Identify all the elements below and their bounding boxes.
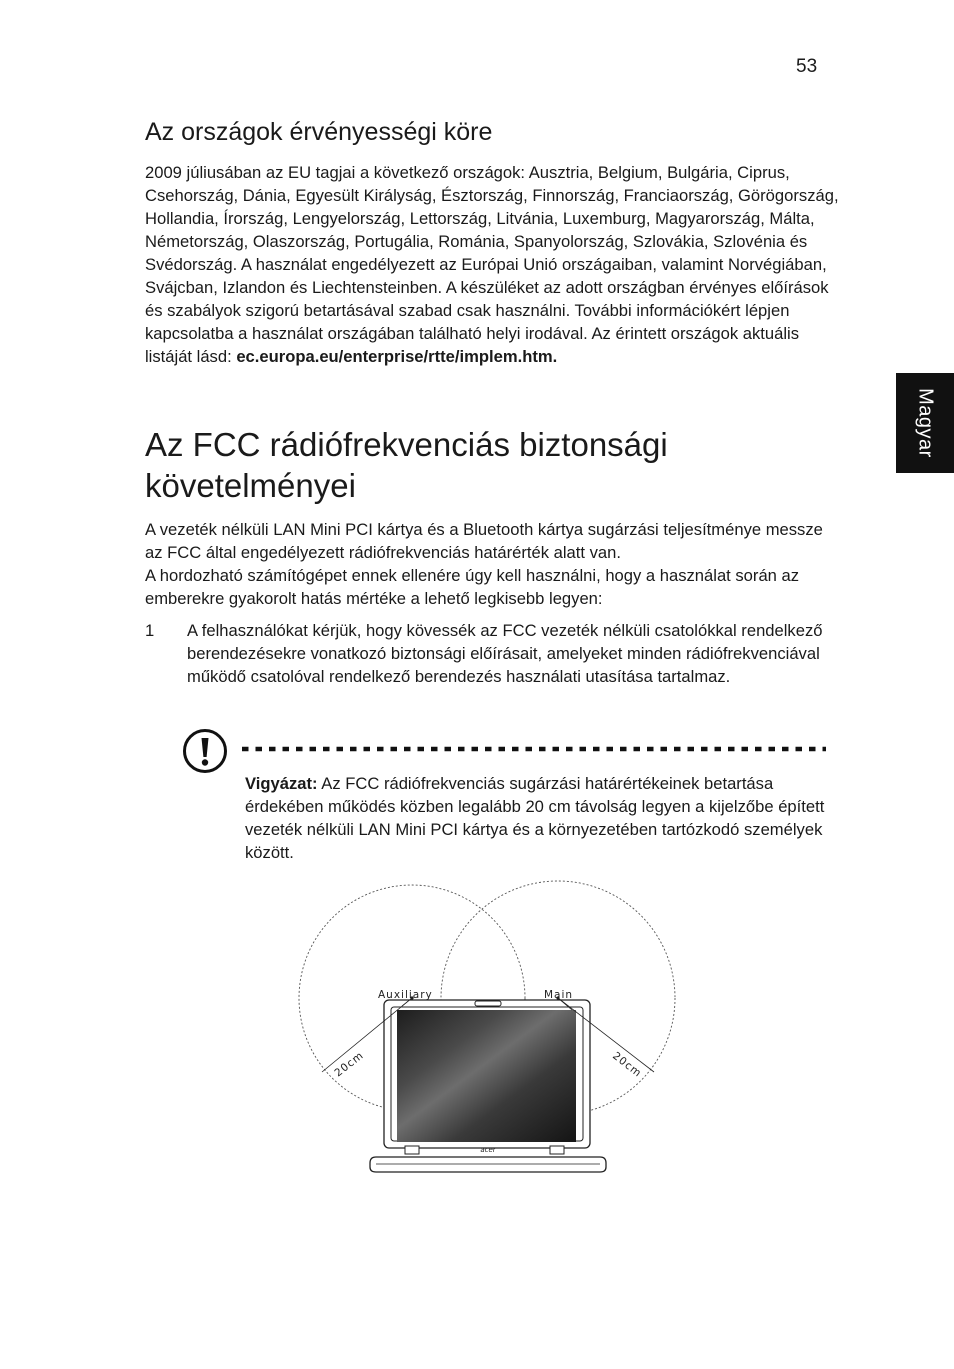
caution-note <box>245 772 825 864</box>
section-heading-country-scope: Az országok érvényességi köre <box>145 118 493 146</box>
country-scope-text: 2009 júliusában az EU tagjai a következő országok: Ausztria, Belgium, Bulgária, Ciprus, Csehország, Dánia, Egyesült Királyság, Észtország, Finnország, Franciaország, Görögország, Hollandia, Írország, Lengyelország, Lettország, Litvánia, Luxemburg, Magyarország, Málta, Németország, Olaszország, Portugália, Románia, Spanyolország, Szlovákia, Szlovénia és Svédország. A használat engedélyezett az Európai Unió országaiban, valamint Norvégiában, Svájcban, Izlandon és Liechtensteinben. A készüléket az adott országban érvényes előírások és szabályok szigorú betartásával szabad csak használni. További információkért lépjen kapcsolatba a használat országában található helyi irodával. Az érintett országok aktuális listáját lásd: <box>145 163 839 366</box>
caution-divider <box>240 745 830 753</box>
laptop-screen <box>397 1010 576 1142</box>
distance-label-right: 20cm <box>610 1049 644 1080</box>
caution-label: Vigyázat: <box>245 774 318 793</box>
lid-latch <box>475 1001 501 1006</box>
distance-label-left: 20cm <box>332 1049 367 1080</box>
page-number: 53 <box>796 56 818 77</box>
list-item-text: A felhasználókat kérjük, hogy kövessék az FCC vezeték nélküli csatolókkal rendelkező berendezésekre vonatkozó biztonsági előírásait, amelyeket minden rádiófrekvenciával működő csatolóval rendelkező berendezés használati utasítása tartalmaz. <box>187 621 823 686</box>
laptop-base <box>370 1157 606 1172</box>
caution-icon <box>182 728 228 774</box>
fcc-intro-paragraph <box>145 518 845 610</box>
main-label: Main <box>544 989 574 1001</box>
fcc-intro-line2: A hordozható számítógépet ennek ellenére úgy kell használni, hogy a használat során az emberekre gyakorolt hatás mértéke a lehető legkisebb legyen: <box>145 566 800 608</box>
list-item-number: 1 <box>145 621 155 640</box>
caution-text: Az FCC rádiófrekvenciás sugárzási határértékeinek betartása érdekében működés közben legalább 20 cm távolság legyen a kijelzőbe épített vezeték nélküli LAN Mini PCI kártya és a környezetében tartózkodó személyek között. <box>245 774 825 862</box>
svg-text:acer: acer <box>480 1146 496 1154</box>
auxiliary-label: Auxiliary <box>378 989 433 1001</box>
country-scope-paragraph <box>145 161 845 368</box>
eu-link[interactable]: ec.europa.eu/enterprise/rtte/implem.htm. <box>236 347 558 366</box>
language-side-tab-label: Magyar <box>914 388 937 458</box>
antenna-distance-diagram <box>290 880 690 1180</box>
fcc-intro-line1: A vezeték nélküli LAN Mini PCI kártya és a Bluetooth kártya sugárzási teljesítménye messze az FCC által engedélyezett rádiófrekvenciás határérték alatt van. <box>145 520 823 562</box>
section-heading-fcc: Az FCC rádiófrekvenciás biztonsági követelményei <box>145 426 668 504</box>
language-side-tab <box>896 373 954 473</box>
